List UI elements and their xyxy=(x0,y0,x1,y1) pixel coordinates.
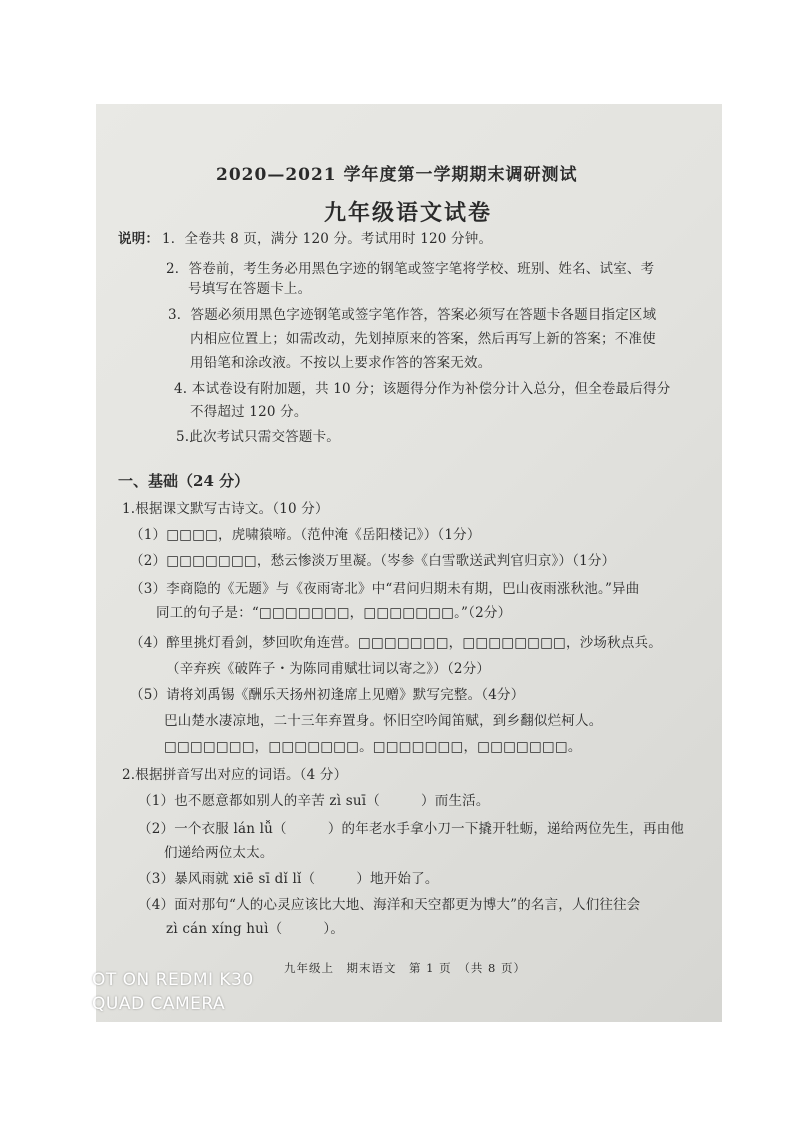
question-line: （4）醉里挑灯看剑，梦回吹角连营。□□□□□□□，□□□□□□□□，沙场秋点兵。 xyxy=(130,635,662,651)
camera-watermark-line1: OT ON REDMI K30 xyxy=(92,970,254,990)
question-line: （3）李商隐的《无题》与《夜雨寄北》中“君问归期未有期，巴山夜雨涨秋池。”异曲 xyxy=(130,581,640,597)
question-line: zì cán xíng huì（ ）。 xyxy=(166,921,345,937)
instruction-line: 内相应位置上；如需改动，先划掉原来的答案，然后再写上新的答案；不准使 xyxy=(190,331,656,347)
instruction-line: 2．答卷前，考生务必用黑色字迹的钢笔或签字笔将学校、班别、姓名、试室、考 xyxy=(166,261,655,277)
question-line: （3）暴风雨就 xiē sī dǐ lǐ（ ）地开始了。 xyxy=(138,871,439,887)
question-line: 们递给两位太太。 xyxy=(164,845,274,861)
question-line: （1）也不愿意都如别人的辛苦 zì suī（ ）而生活。 xyxy=(138,793,490,809)
instruction-line: 1．全卷共 8 页，满分 120 分。考试用时 120 分钟。 xyxy=(162,231,493,247)
question-stem: 1.根据课文默写古诗文。（10 分） xyxy=(122,501,329,517)
page-footer: 九年级上 期末语文 第 1 页 （共 8 页） xyxy=(284,961,527,975)
instruction-line: 用铅笔和涂改液。不按以上要求作答的答案无效。 xyxy=(190,355,492,371)
question-line: （4）面对那句“人的心灵应该比大地、海洋和天空都更为博大”的名言，人们往往会 xyxy=(138,897,641,913)
instruction-line: 5.此次考试只需交答题卡。 xyxy=(176,429,340,445)
question-stem: 2.根据拼音写出对应的词语。（4 分） xyxy=(122,767,348,783)
question-line: □□□□□□□，□□□□□□□。□□□□□□□，□□□□□□□。 xyxy=(164,739,582,755)
question-line: 巴山楚水凄凉地，二十三年弃置身。怀旧空吟闻笛赋，到乡翻似烂柯人。 xyxy=(164,713,603,729)
exam-page-photo xyxy=(96,104,722,1022)
question-line: （1）□□□□，虎啸猿啼。（范仲淹《岳阳楼记》）（1分） xyxy=(130,527,481,543)
section-heading: 一、基础（24 分） xyxy=(118,472,250,490)
instruction-line: 3．答题必须用黑色字迹钢笔或签字笔作答，答案必须写在答题卡各题目指定区域 xyxy=(168,307,657,323)
question-line: （辛弃疾《破阵子・为陈同甫赋壮词以寄之》）（2分） xyxy=(166,661,491,677)
instruction-line: 不得超过 120 分。 xyxy=(190,404,308,420)
instruction-line: 号填写在答题卡上。 xyxy=(188,281,312,297)
question-line: （5）请将刘禹锡《酬乐天扬州初逢席上见赠》默写完整。（4分） xyxy=(130,687,525,703)
exam-title: 2020—2021 学年度第一学期期末调研测试 xyxy=(216,165,578,185)
paper-title: 九年级语文试卷 xyxy=(324,201,493,226)
instruction-line: 4. 本试卷设有附加题，共 10 分；该题得分作为补偿分计入总分，但全卷最后得分 xyxy=(174,381,671,397)
question-line: 同工的句子是：“□□□□□□□，□□□□□□□。”（2分） xyxy=(156,605,512,621)
question-line: （2）一个衣服 lán lǚ（ ）的年老水手拿小刀一下撬开牡蛎，递给两位先生，再由他 xyxy=(138,821,685,837)
camera-watermark-line2: QUAD CAMERA xyxy=(92,994,226,1014)
question-line: （2）□□□□□□□，愁云惨淡万里凝。（岑参《白雪歌送武判官归京》）（1分） xyxy=(130,553,616,569)
instructions-label: 说明： xyxy=(118,231,160,247)
